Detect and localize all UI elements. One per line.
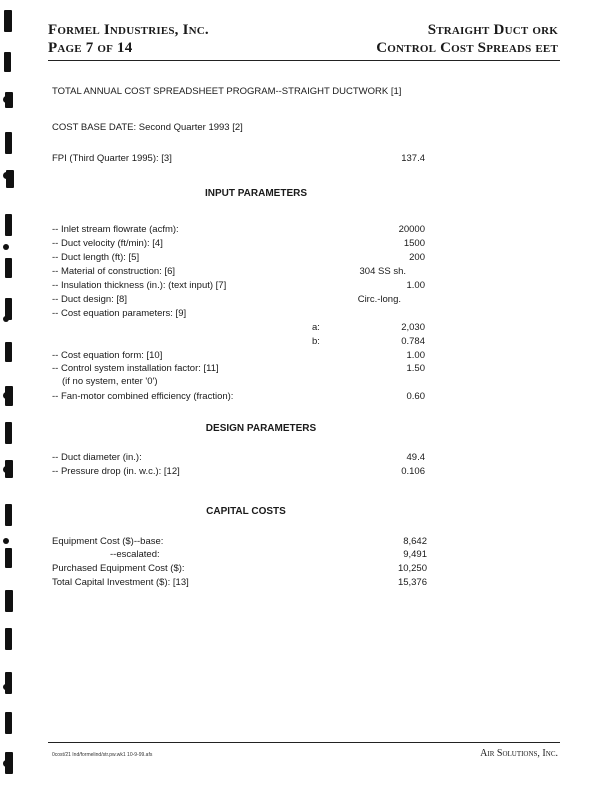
input-row-label: -- Duct length (ft): [5] bbox=[52, 252, 140, 263]
doc-title-line1: Straight Duct ork bbox=[427, 22, 558, 38]
design-row-value: 49.4 bbox=[406, 452, 425, 463]
input-row-value: 1500 bbox=[403, 238, 425, 249]
input-row-label: -- Fan-motor combined efficiency (fraction): bbox=[52, 391, 234, 402]
page-number: Page 7 of 14 bbox=[48, 40, 133, 56]
design-row-value: 0.106 bbox=[401, 466, 425, 477]
input-row-label: -- Inlet stream flowrate (acfm): bbox=[52, 224, 179, 235]
input-row-value: 304 SS sh. bbox=[359, 266, 406, 277]
capital-row-label: Total Capital Investment ($): [13] bbox=[52, 577, 189, 588]
doc-title-line2: Control Cost Spreads eet bbox=[376, 40, 558, 56]
fpi-label: FPI (Third Quarter 1995): [3] bbox=[52, 153, 172, 164]
capital-row-value: 8,642 bbox=[403, 536, 427, 547]
param-label: b: bbox=[312, 336, 320, 347]
input-row-label: -- Control system installation factor: [11] bbox=[52, 363, 219, 374]
input-row-value: 20000 bbox=[398, 224, 425, 235]
capital-costs-heading: CAPITAL COSTS bbox=[206, 506, 286, 517]
input-row-value: 0.60 bbox=[406, 391, 425, 402]
input-parameters-heading: INPUT PARAMETERS bbox=[204, 188, 308, 199]
input-row-value: Circ.-long. bbox=[357, 294, 401, 305]
input-row-label: -- Insulation thickness (in.): (text input) [7] bbox=[52, 280, 227, 291]
input-row-label: -- Duct velocity (ft/min): [4] bbox=[52, 238, 163, 249]
input-row-value: 1.50 bbox=[406, 363, 425, 374]
param-value: 0.784 bbox=[401, 336, 425, 347]
input-row-label: -- Duct design: [8] bbox=[52, 294, 127, 305]
param-label: a: bbox=[312, 322, 320, 333]
input-row-label: -- Material of construction: [6] bbox=[52, 266, 176, 277]
input-row-label: -- Cost equation form: [10] bbox=[52, 350, 163, 361]
capital-row-label: Equipment Cost ($)--base: bbox=[52, 536, 164, 547]
design-parameters-heading: DESIGN PARAMETERS bbox=[205, 423, 317, 434]
footer-file-path: 0cost/21 Ind/formelind/str.pw.wk1 10-9-99.afs bbox=[52, 752, 153, 758]
cost-base-date: COST BASE DATE: Second Quarter 1993 [2] bbox=[52, 122, 243, 133]
capital-row-value: 9,491 bbox=[403, 549, 427, 560]
param-value: 2,030 bbox=[401, 322, 425, 333]
header-rule bbox=[48, 60, 560, 61]
footer-rule bbox=[48, 742, 560, 743]
input-row-note: (if no system, enter '0') bbox=[62, 376, 158, 387]
input-row-value: 1.00 bbox=[406, 350, 425, 361]
program-title: TOTAL ANNUAL COST SPREADSHEET PROGRAM--STRAIGHT DUCTWORK [1] bbox=[52, 86, 402, 97]
input-row-value: 1.00 bbox=[406, 280, 425, 291]
company-name: Formel Industries, Inc. bbox=[48, 22, 209, 38]
capital-row-value: 10,250 bbox=[397, 563, 427, 574]
input-row-value: 200 bbox=[409, 252, 425, 263]
design-row-label: -- Duct diameter (in.): bbox=[52, 452, 142, 463]
capital-row-value: 15,376 bbox=[397, 577, 427, 588]
input-row-label: -- Cost equation parameters: [9] bbox=[52, 308, 187, 319]
fpi-value: 137.4 bbox=[401, 153, 425, 164]
design-row-label: -- Pressure drop (in. w.c.): [12] bbox=[52, 466, 180, 477]
capital-row-label: Purchased Equipment Cost ($): bbox=[52, 563, 185, 574]
footer-company: Air Solutions, Inc. bbox=[480, 748, 558, 759]
capital-row-label: --escalated: bbox=[110, 549, 160, 560]
